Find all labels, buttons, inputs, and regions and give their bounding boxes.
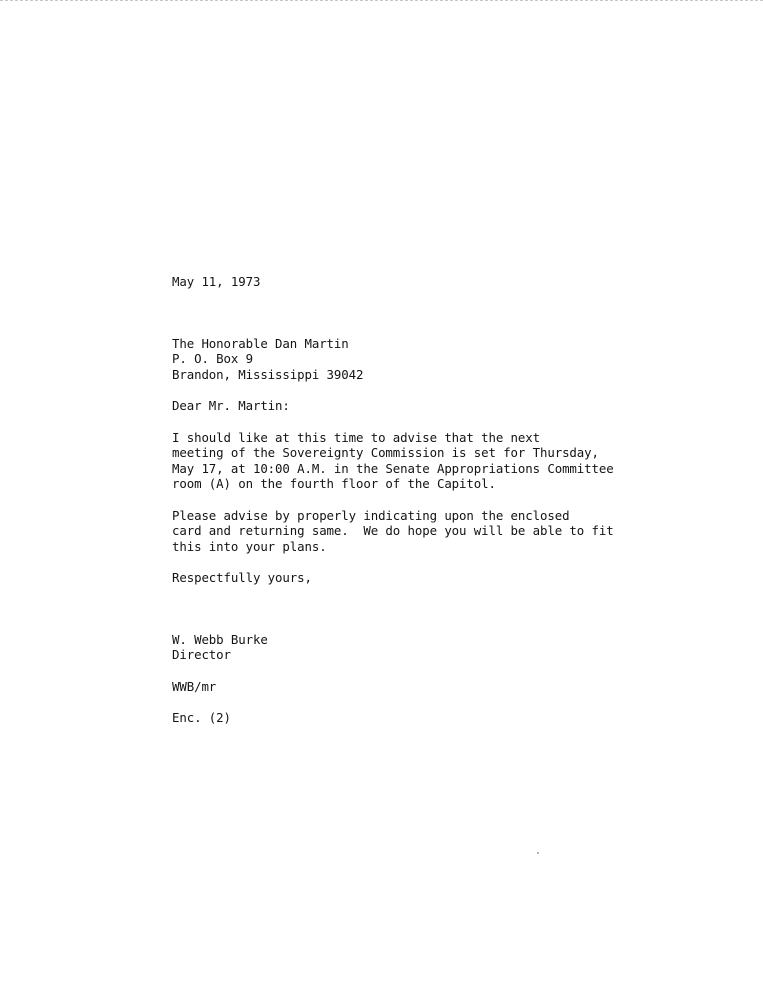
- complimentary-closing: [172, 570, 642, 586]
- address-line-po-box: P. O. Box 9: [172, 351, 253, 366]
- paragraph-meeting-notice: [172, 430, 642, 492]
- address-line-name: The Honorable Dan Martin: [172, 335, 349, 351]
- enclosure-line: Enc. (2): [172, 710, 231, 725]
- date-line: May 11, 1973: [172, 274, 261, 289]
- page-top-edge: [0, 0, 763, 1]
- initials-line: WWB/mr: [172, 678, 217, 694]
- salutation: [172, 398, 642, 414]
- letter-date: [172, 274, 642, 290]
- paragraph-line: card and returning same. We do hope you will be able to fit: [172, 523, 614, 538]
- reference-initials: [172, 679, 642, 695]
- closing-line: Respectfully yours,: [172, 570, 312, 585]
- paragraph-rsvp-request: [172, 508, 642, 555]
- signer-title: Director: [172, 647, 231, 662]
- address-line-city: Brandon, Mississippi 39042: [172, 366, 364, 382]
- enclosure-notation: [172, 710, 642, 726]
- paragraph-line: I should like at this time to advise that the next: [172, 429, 540, 445]
- paragraph-line: Please advise by properly indicating upon the enclosed: [172, 507, 570, 523]
- paragraph-line: room (A) on the fourth floor of the Capitol.: [172, 476, 496, 491]
- salutation-line: Dear Mr. Martin:: [172, 398, 290, 413]
- paragraph-line: May 17, at 10:00 A.M. in the Senate Appropriations Committee: [172, 460, 614, 476]
- paragraph-line: meeting of the Sovereignty Commission is set for Thursday,: [172, 445, 599, 460]
- paragraph-line: this into your plans.: [172, 538, 327, 554]
- letter-body: [172, 274, 642, 726]
- recipient-address: [172, 336, 642, 383]
- signature-block: [172, 632, 642, 663]
- signer-name: W. Webb Burke: [172, 631, 268, 647]
- paper-speck: [537, 852, 539, 854]
